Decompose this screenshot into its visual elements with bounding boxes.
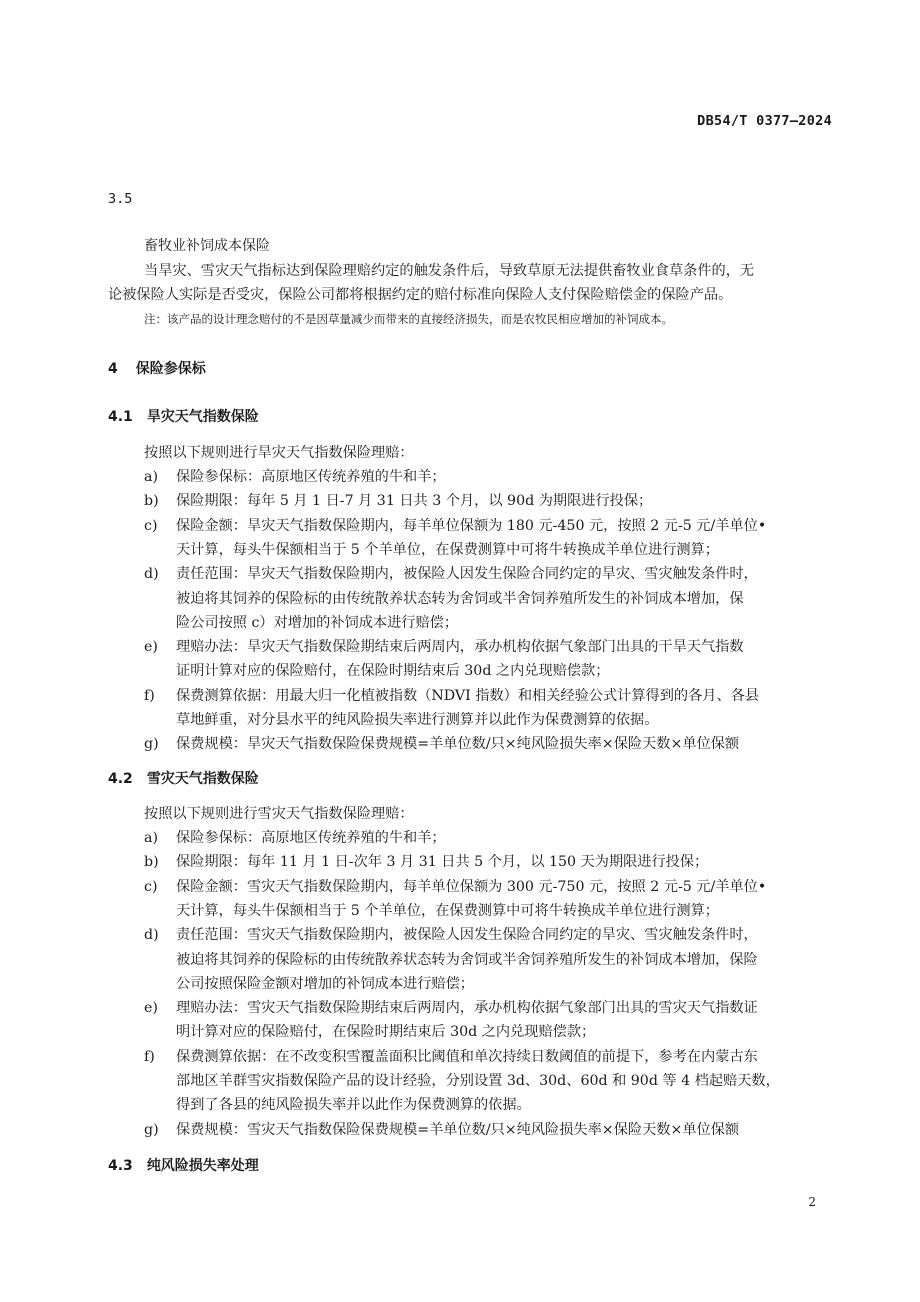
list-item-text: 保费测算依据：用最大归一化植被指数（NDVI 指数）和相关经验公式计算得到的各月、各县: [176, 687, 760, 704]
list-item-text: 保险期限：每年 5 月 1 日-7 月 31 日共 3 个月，以 90d 为期限进行投保；: [176, 493, 653, 510]
note: 注：该产品的设计理念赔付的不是因草量减少而带来的直接经济损失，而是农牧民相应增加的补饲成本。: [144, 312, 673, 326]
standard-code: DB54/T 0377—2024: [697, 113, 832, 129]
list-item-text: 被迫将其饲养的保险标的由传统散养状态转为舍饲或半舍饲养殖所发生的补饲成本增加，保: [176, 590, 744, 607]
list-item-text: 险公司按照 c）对增加的补饲成本进行赔偿；: [176, 614, 459, 631]
list-item-text: 得到了各县的纯风险损失率并以此作为保费测算的依据。: [176, 1097, 531, 1114]
list-item-text: 证明计算对应的保险赔付，在保险时期结束后 30d 之内兑现赔偿款；: [176, 663, 610, 680]
list-item-text: 责任范围：雪灾天气指数保险期内，被保险人因发生保险合同约定的旱灾、雪灾触发条件时，: [176, 927, 758, 944]
list-item-text: 保险金额：旱灾天气指数保险期内，每羊单位保额为 180 元-450 元，按照 2 元-5 元/羊单位•: [176, 517, 767, 534]
list-item-label: d): [144, 927, 159, 944]
list-item-text: 保险金额：雪灾天气指数保险期内，每羊单位保额为 300 元-750 元，按照 2 元-5 元/羊单位•: [176, 878, 767, 895]
list-item-text: 理赔办法：旱灾天气指数保险期结束后两周内，承办机构依据气象部门出具的干旱天气指数: [176, 639, 744, 656]
section-number: 4.3: [108, 1158, 133, 1174]
list-item-label: e): [144, 1000, 158, 1017]
list-item-label: d): [144, 566, 159, 583]
list-item-label: g): [144, 736, 159, 753]
list-item-label: e): [144, 639, 158, 656]
list-item-label: b): [144, 854, 159, 871]
list-item-label: b): [144, 493, 159, 510]
list-item-text: 明计算对应的保险赔付，在保险时期结束后 30d 之内兑现赔偿款；: [176, 1024, 596, 1041]
list-item-text: 保费规模：雪灾天气指数保险保费规模=羊单位数/只×纯风险损失率×保险天数×单位保额: [176, 1121, 740, 1138]
list-item-text: 公司按照保险金额对增加的补饲成本进行赔偿；: [176, 975, 474, 992]
list-item-text: 部地区羊群雪灾指数保险产品的设计经验，分别设置 3d、30d、60d 和 90d 等 4 档起赔天数，: [176, 1073, 780, 1089]
section-heading: [108, 768, 259, 788]
page-number: 2: [808, 1195, 816, 1209]
list-item-label: c): [144, 517, 158, 534]
chapter-number: 4: [108, 361, 118, 377]
section-heading: [108, 1155, 259, 1175]
chapter-title: 保险参保标: [135, 361, 206, 377]
list-item-text: 保险参保标：高原地区传统养殖的牛和羊；: [176, 469, 446, 485]
list-item-label: a): [144, 469, 158, 485]
list-item-text: 天计算，每头牛保额相当于 5 个羊单位，在保费测算中可将牛转换成羊单位进行测算；: [176, 541, 719, 558]
list-item-text: 理赔办法：雪灾天气指数保险期结束后两周内，承办机构依据气象部门出具的雪灾天气指数证: [176, 1000, 758, 1017]
list-item-label: c): [144, 878, 158, 895]
list-item-text: 保费规模：旱灾天气指数保险保费规模=羊单位数/只×纯风险损失率×保险天数×单位保额: [176, 736, 740, 753]
list-item-text: 保险参保标：高原地区传统养殖的牛和羊；: [176, 830, 446, 846]
section-title: 纯风险损失率处理: [146, 1158, 259, 1174]
definition-line: 当旱灾、雪灾天气指标达到保险理赔约定的触发条件后，导致草原无法提供畜牧业食草条件的，无: [144, 263, 755, 279]
section-title: 旱灾天气指数保险: [146, 409, 259, 425]
list-item-text: 保费测算依据：在不改变积雪覆盖面积比阈值和单次持续日数阈值的前提下，参考在内蒙古东: [176, 1048, 758, 1065]
list-item-text: 草地鲜重，对分县水平的纯风险损失率进行测算并以此作为保费测算的依据。: [176, 712, 659, 728]
list-item-label: f): [144, 687, 155, 704]
section-title: 雪灾天气指数保险: [146, 771, 259, 787]
list-item-text: 保险期限：每年 11 月 1 日-次年 3 月 31 日共 5 个月，以 150 天为期限进行投保；: [176, 854, 709, 871]
list-item-label: a): [144, 830, 158, 846]
list-item-text: 被迫将其饲养的保险标的由传统散养状态转为舍饲或半舍饲养殖所发生的补饲成本增加，保险: [176, 951, 758, 968]
list-item-label: g): [144, 1121, 159, 1138]
definition-line: 论被保险人实际是否受灾，保险公司都将根据约定的赔付标准向保险人支付保险赔偿金的保险产品。: [108, 287, 733, 303]
section-heading: [108, 406, 259, 426]
list-item-label: f): [144, 1048, 155, 1065]
clause-number: 3.5: [108, 191, 133, 207]
chapter-heading: [108, 358, 206, 378]
term-title: 畜牧业补饲成本保险: [144, 238, 270, 254]
list-item-text: 责任范围：旱灾天气指数保险期内，被保险人因发生保险合同约定的旱灾、雪灾触发条件时，: [176, 566, 758, 583]
section-intro: 按照以下规则进行旱灾天气指数保险理赔：: [144, 445, 414, 461]
list-item-text: 天计算，每头牛保额相当于 5 个羊单位，在保费测算中可将牛转换成羊单位进行测算；: [176, 902, 719, 919]
section-intro: 按照以下规则进行雪灾天气指数保险理赔：: [144, 806, 414, 822]
section-number: 4.2: [108, 771, 133, 787]
section-number: 4.1: [108, 409, 133, 425]
